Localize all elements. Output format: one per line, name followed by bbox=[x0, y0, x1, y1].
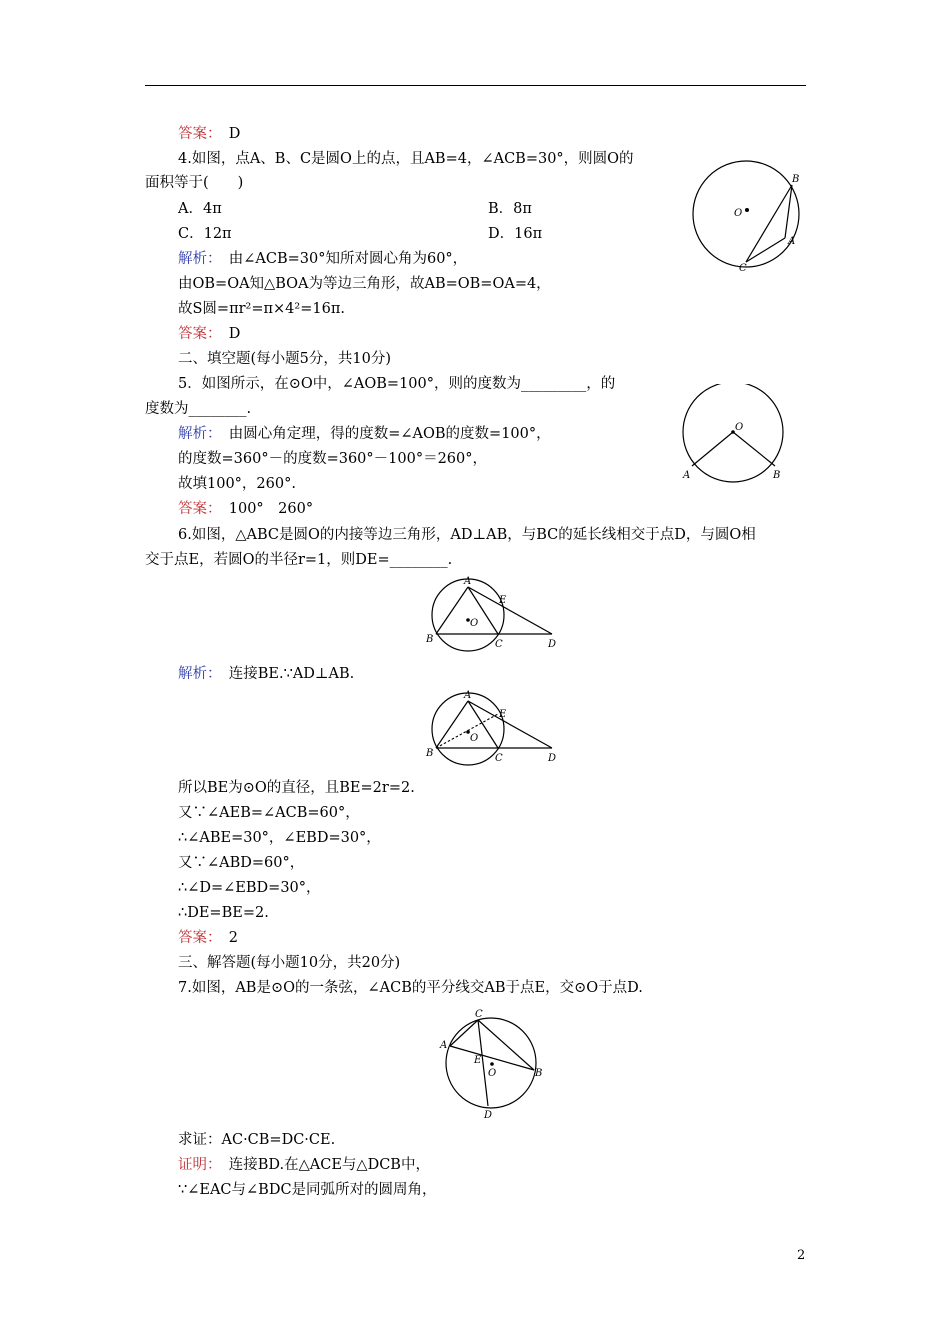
analysis-line-q4: 解析： 由∠ACB=30°知所对圆心角为60°， bbox=[178, 251, 468, 267]
figure-q5-circle bbox=[678, 384, 790, 484]
analysis-line: 故填100°，260°. bbox=[178, 476, 296, 492]
center-dot bbox=[490, 1062, 494, 1066]
analysis-line: ∴∠ABE=30°，∠EBD=30°， bbox=[178, 830, 381, 846]
label-c: C bbox=[495, 639, 503, 650]
label-e: E bbox=[499, 595, 507, 606]
radius-ob bbox=[733, 432, 775, 466]
side-ab bbox=[436, 701, 468, 748]
circle-outline bbox=[693, 161, 799, 267]
analysis-line-q5: 解析： 由圆心角定理，得的度数=∠AOB的度数=100°， bbox=[178, 426, 551, 442]
section-heading-fill-in: 二、填空题(每小题5分，共10分) bbox=[178, 351, 391, 367]
line-ad bbox=[468, 587, 552, 634]
figure-q7-circle bbox=[436, 1006, 546, 1122]
answer-line-q4: 答案： D bbox=[178, 326, 241, 342]
section-heading-solve: 三、解答题(每小题10分，共20分) bbox=[178, 955, 401, 971]
label-o: O bbox=[735, 422, 744, 433]
label-d: D bbox=[548, 639, 557, 650]
answer-line-q5: 答案： 100° 260° bbox=[178, 501, 314, 517]
label-c: C bbox=[739, 263, 747, 274]
question-4-stem-cont: 面积等于( ) bbox=[145, 175, 244, 191]
circle-outline bbox=[432, 693, 504, 765]
analysis-line: 由OB=OA知△BOA为等边三角形，故AB=OB=OA=4， bbox=[178, 276, 551, 292]
label-d: D bbox=[548, 753, 557, 764]
option-c: C．12π bbox=[178, 226, 232, 242]
circle-outline bbox=[432, 579, 504, 651]
option-b: B．8π bbox=[488, 201, 532, 217]
label-b: B bbox=[535, 1068, 543, 1079]
figure-q6-analysis bbox=[422, 688, 562, 768]
label-e: E bbox=[474, 1055, 482, 1066]
prove-statement: 求证：AC·CB=DC·CE. bbox=[178, 1132, 336, 1148]
side-ab bbox=[436, 587, 468, 634]
figure-q6 bbox=[422, 574, 562, 654]
analysis-line: 所以BE为⊙O的直径，且BE=2r=2. bbox=[178, 780, 415, 796]
label-b: B bbox=[773, 470, 781, 481]
proof-line: ∵∠EAC与∠BDC是同弧所对的圆周角， bbox=[178, 1182, 437, 1198]
label-b: B bbox=[426, 748, 434, 759]
question-5-stem-cont: 度数为________. bbox=[145, 401, 252, 417]
option-a: A．4π bbox=[178, 201, 222, 217]
label-a: A bbox=[788, 236, 796, 247]
page-number: 2 bbox=[797, 1248, 806, 1263]
proof-line: 证明： 连接BD.在△ACE与△DCB中， bbox=[178, 1157, 430, 1173]
analysis-line: 又∵∠ABD=60°， bbox=[178, 855, 305, 871]
label-b: B bbox=[426, 634, 434, 645]
chord-ac bbox=[746, 238, 785, 262]
label-c: C bbox=[495, 753, 503, 764]
answer-line-q6: 答案： 2 bbox=[178, 930, 238, 946]
label-a: A bbox=[464, 576, 472, 587]
radius-oa bbox=[692, 432, 733, 466]
label-d: D bbox=[484, 1110, 493, 1121]
label-a: A bbox=[464, 690, 472, 701]
analysis-line-q6: 解析： 连接BE.∵AD⊥AB. bbox=[178, 666, 355, 682]
label-o: O bbox=[734, 208, 743, 219]
analysis-line: 又∵∠AEB=∠ACB=60°， bbox=[178, 805, 360, 821]
figure-q4-circle bbox=[688, 158, 806, 278]
label-e: E bbox=[499, 709, 507, 720]
analysis-line: ∴∠D=∠EBD=30°， bbox=[178, 880, 321, 896]
analysis-line: 故S圆=πr²=π×4²=16π. bbox=[178, 301, 345, 317]
label-a: A bbox=[440, 1040, 448, 1051]
line-ad bbox=[468, 701, 552, 748]
chord-ab bbox=[785, 185, 792, 238]
answer-line-q3: 答案： D bbox=[178, 126, 241, 142]
label-c: C bbox=[475, 1009, 483, 1020]
label-a: A bbox=[683, 470, 691, 481]
question-4-stem: 4.如图，点A、B、C是圆O上的点，且AB=4，∠ACB=30°，则圆O的 bbox=[178, 151, 634, 167]
analysis-line: ∴DE=BE=2. bbox=[178, 905, 269, 921]
question-5-stem: 5．如图所示，在⊙O中，∠AOB=100°，则的度数为_________，的 bbox=[178, 376, 616, 392]
option-d: D．16π bbox=[488, 226, 543, 242]
label-o: O bbox=[470, 733, 479, 744]
header-rule bbox=[145, 85, 806, 86]
question-6-stem-cont: 交于点E，若圆O的半径r=1，则DE=________. bbox=[145, 552, 453, 568]
question-7-stem: 7.如图，AB是⊙O的一条弦，∠ACB的平分线交AB于点E，交⊙O于点D. bbox=[178, 980, 643, 996]
label-o: O bbox=[470, 618, 479, 629]
analysis-line: 的度数=360°－的度数=360°－100°＝260°， bbox=[178, 451, 488, 467]
question-6-stem: 6.如图，△ABC是圆O的内接等边三角形，AD⊥AB，与BC的延长线相交于点D，与圆O相 bbox=[178, 527, 756, 543]
label-b: B bbox=[792, 174, 800, 185]
center-dot bbox=[745, 208, 749, 212]
label-o: O bbox=[488, 1068, 497, 1079]
chord-ca bbox=[450, 1020, 478, 1046]
